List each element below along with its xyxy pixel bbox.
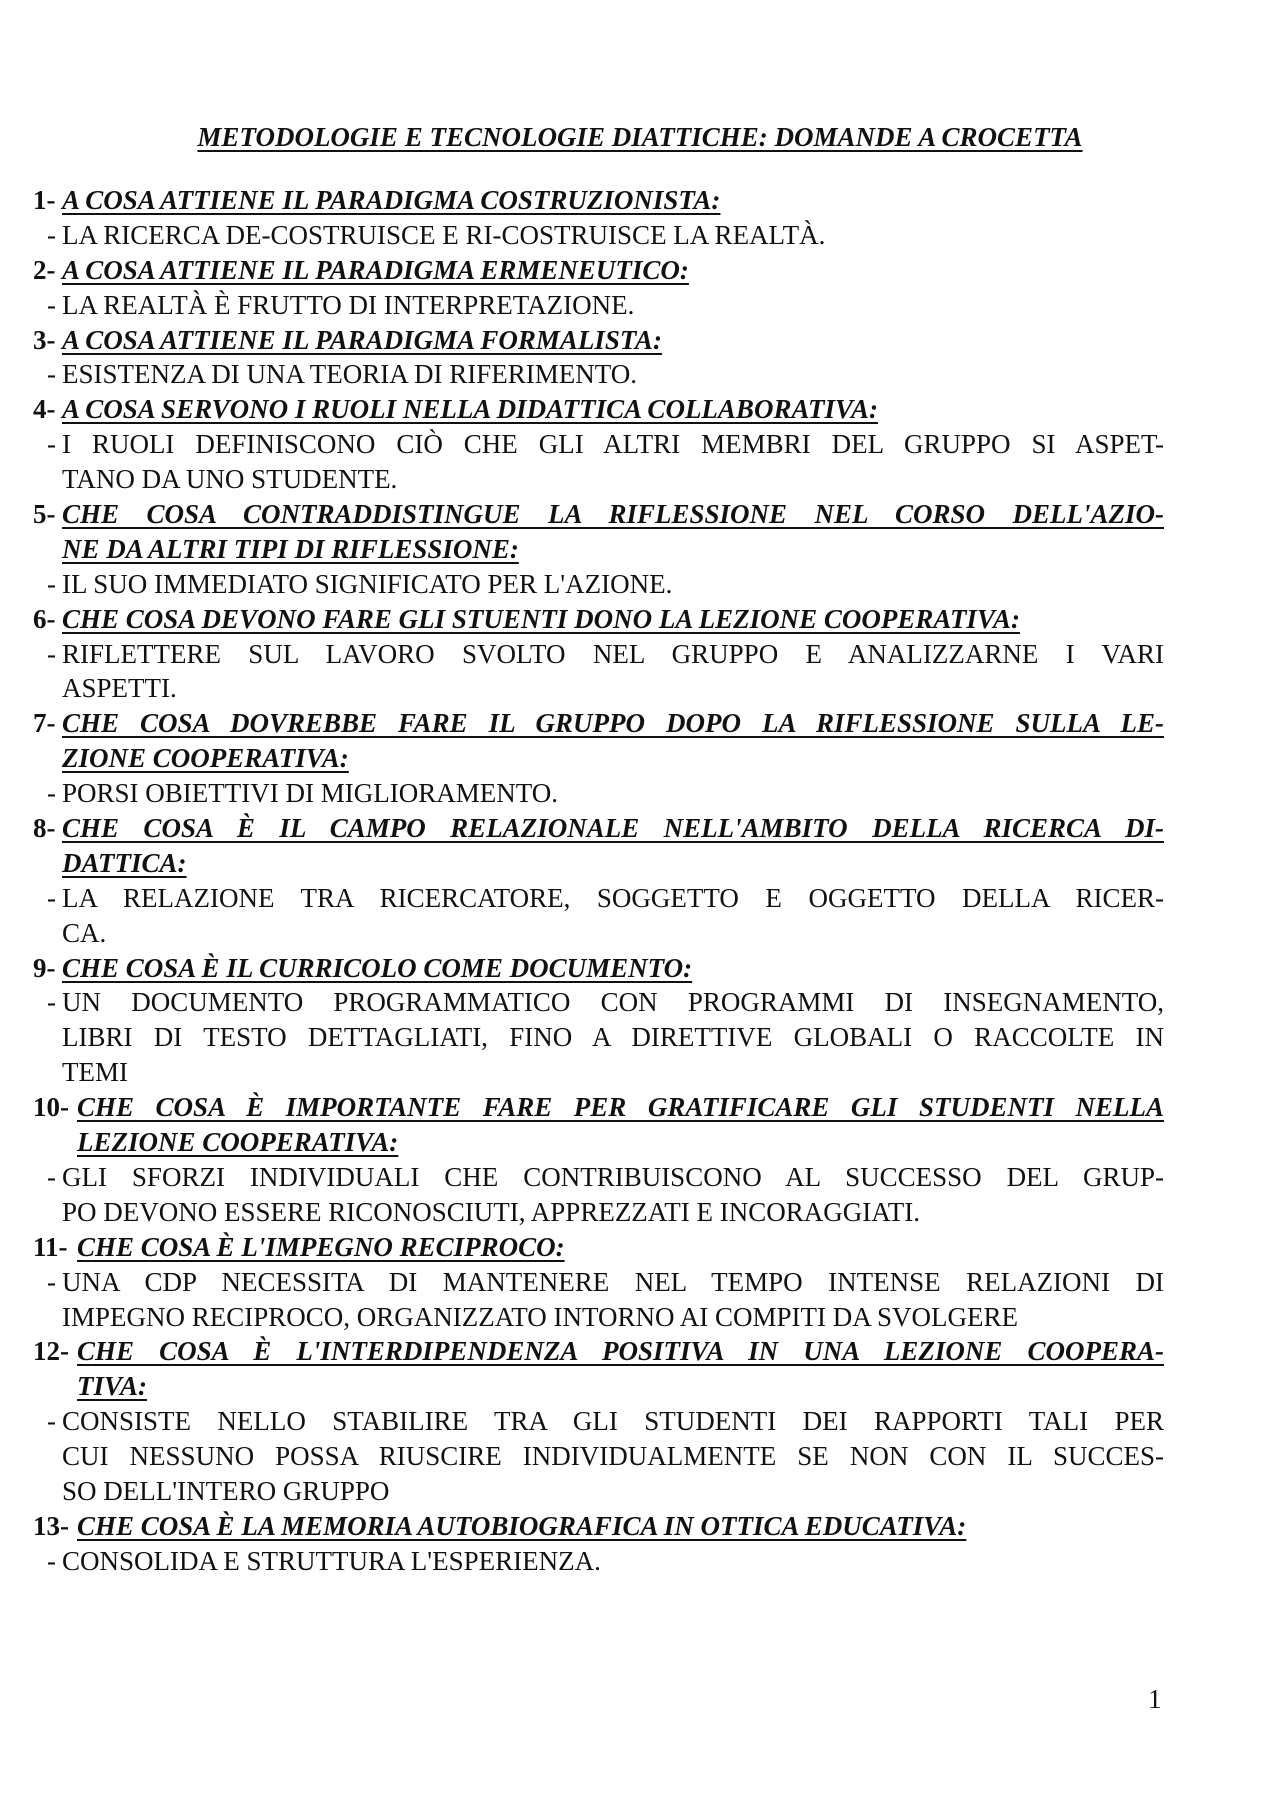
answer-text: LA RICERCA DE-COSTRUISCE E RI-COSTRUISCE LA REALTÀ. <box>62 219 826 250</box>
answer-text: CONSOLIDA E STRUTTURA L'ESPERIENZA. <box>62 1545 601 1576</box>
answer-line <box>0 1474 1280 1509</box>
answer-text: CUI NESSUNO POSSA RIUSCIRE INDIVIDUALMENTE SE NON CON IL SUCCES- <box>62 1441 1164 1472</box>
question-line <box>0 392 1280 427</box>
question-text: LEZIONE COOPERATIVA: <box>77 1127 399 1158</box>
question-item <box>0 497 1280 602</box>
question-line <box>0 532 1280 567</box>
page-number: 1 <box>1148 1684 1162 1714</box>
question-number: 9- <box>33 952 56 983</box>
document-title-text: METODOLOGIE E TECNOLOGIE DIATTICHE: DOMANDE A CROCETTA <box>197 122 1083 152</box>
question-number: 12- <box>33 1336 69 1367</box>
answer-line <box>0 1544 1280 1579</box>
question-line <box>0 323 1280 358</box>
question-text: CHE COSA DEVONO FARE GLI STUENTI DONO LA LEZIONE COOPERATIVA: <box>62 603 1020 634</box>
answer-text: IL SUO IMMEDIATO SIGNIFICATO PER L'AZIONE. <box>62 568 673 599</box>
answer-bullet: - <box>47 638 56 669</box>
question-text: CHE COSA È IMPORTANTE FARE PER GRATIFICARE GLI STUDENTI NELLA <box>77 1092 1164 1123</box>
question-text-wrap <box>62 951 692 986</box>
question-text: CHE COSA È IL CURRICOLO COME DOCUMENTO: <box>62 952 693 983</box>
question-number: 8- <box>33 813 56 844</box>
question-line <box>0 1509 1280 1544</box>
question-text-wrap <box>62 532 519 567</box>
answer-bullet: - <box>47 429 56 460</box>
question-item <box>0 1230 1280 1335</box>
question-text-wrap <box>77 1125 398 1160</box>
question-text-wrap <box>62 392 878 427</box>
question-line <box>0 602 1280 637</box>
answer-line <box>0 1439 1280 1474</box>
question-line <box>0 846 1280 881</box>
question-text-wrap <box>62 706 1164 741</box>
question-text-wrap <box>62 846 187 881</box>
question-item <box>0 1090 1280 1230</box>
answer-line <box>0 881 1280 916</box>
answer-text: TANO DA UNO STUDENTE. <box>62 464 398 495</box>
answer-line <box>0 1265 1280 1300</box>
question-number: 3- <box>33 324 56 355</box>
answer-line <box>0 462 1280 497</box>
question-line <box>0 253 1280 288</box>
answer-line <box>0 1300 1280 1335</box>
answer-bullet: - <box>47 987 56 1018</box>
question-text: CHE COSA È L'IMPEGNO RECIPROCO: <box>77 1231 565 1262</box>
question-item <box>0 253 1280 323</box>
answer-text: UNA CDP NECESSITA DI MANTENERE NEL TEMPO INTENSE RELAZIONI DI <box>62 1266 1164 1297</box>
answer-text: LIBRI DI TESTO DETTAGLIATI, FINO A DIRETTIVE GLOBALI O RACCOLTE IN <box>62 1022 1164 1053</box>
answer-bullet: - <box>47 359 56 390</box>
question-text-wrap <box>77 1334 1164 1369</box>
answer-text: RIFLETTERE SUL LAVORO SVOLTO NEL GRUPPO E ANALIZZARNE I VARI <box>62 638 1164 669</box>
answer-text: PO DEVONO ESSERE RICONOSCIUTI, APPREZZATI E INCORAGGIATI. <box>62 1196 921 1227</box>
question-line <box>0 741 1280 776</box>
answer-line <box>0 1195 1280 1230</box>
question-line <box>0 951 1280 986</box>
question-number: 2- <box>33 254 56 285</box>
answer-line <box>0 218 1280 253</box>
question-text-wrap <box>62 253 689 288</box>
question-text: DATTICA: <box>62 847 187 878</box>
answer-line <box>0 637 1280 672</box>
answer-bullet: - <box>47 1406 56 1437</box>
question-item <box>0 392 1280 497</box>
answer-line <box>0 1055 1280 1090</box>
question-item <box>0 602 1280 707</box>
question-line <box>0 811 1280 846</box>
question-line <box>0 1090 1280 1125</box>
question-text: CHE COSA È L'INTERDIPENDENZA POSITIVA IN UNA LEZIONE COOPERA- <box>77 1336 1164 1367</box>
question-line <box>0 1230 1280 1265</box>
question-text-wrap <box>62 811 1164 846</box>
question-text: A COSA SERVONO I RUOLI NELLA DIDATTICA COLLABORATIVA: <box>62 394 878 425</box>
question-text-wrap <box>77 1090 1164 1125</box>
question-number: 5- <box>33 499 56 530</box>
question-line <box>0 183 1280 218</box>
question-list <box>0 183 1280 1579</box>
question-line <box>0 1125 1280 1160</box>
question-text: NE DA ALTRI TIPI DI RIFLESSIONE: <box>62 533 519 564</box>
answer-line <box>0 985 1280 1020</box>
question-item <box>0 1334 1280 1508</box>
answer-text: SO DELL'INTERO GRUPPO <box>62 1475 390 1506</box>
answer-bullet: - <box>47 1545 56 1576</box>
question-text: A COSA ATTIENE IL PARADIGMA ERMENEUTICO: <box>62 254 689 285</box>
question-line <box>0 1334 1280 1369</box>
answer-line <box>0 288 1280 323</box>
answer-line <box>0 916 1280 951</box>
question-text: TIVA: <box>77 1371 148 1402</box>
question-text: A COSA ATTIENE IL PARADIGMA COSTRUZIONISTA: <box>62 185 721 215</box>
question-text: CHE COSA CONTRADDISTINGUE LA RIFLESSIONE NEL CORSO DELL'AZIO- <box>62 499 1164 530</box>
answer-text: LA REALTÀ È FRUTTO DI INTERPRETAZIONE. <box>62 289 635 320</box>
answer-text: I RUOLI DEFINISCONO CIÒ CHE GLI ALTRI MEMBRI DEL GRUPPO SI ASPET- <box>62 429 1164 460</box>
question-item <box>0 951 1280 1091</box>
answer-text: PORSI OBIETTIVI DI MIGLIORAMENTO. <box>62 778 558 809</box>
answer-bullet: - <box>47 778 56 809</box>
question-line <box>0 1369 1280 1404</box>
answer-text: LA RELAZIONE TRA RICERCATORE, SOGGETTO E OGGETTO DELLA RICER- <box>62 882 1164 913</box>
question-number: 4- <box>33 394 56 425</box>
answer-text: CONSISTE NELLO STABILIRE TRA GLI STUDENTI DEI RAPPORTI TALI PER <box>62 1406 1164 1437</box>
question-number: 6- <box>33 603 56 634</box>
answer-line <box>0 427 1280 462</box>
question-text-wrap <box>62 183 720 218</box>
question-number: 11- <box>33 1231 68 1262</box>
answer-line <box>0 671 1280 706</box>
question-text-wrap <box>62 602 1020 637</box>
question-text-wrap <box>77 1230 565 1265</box>
question-text-wrap <box>62 323 662 358</box>
answer-line <box>0 357 1280 392</box>
answer-line <box>0 1160 1280 1195</box>
answer-line <box>0 1020 1280 1055</box>
answer-line <box>0 567 1280 602</box>
question-item <box>0 811 1280 951</box>
answer-bullet: - <box>47 568 56 599</box>
question-item <box>0 323 1280 393</box>
question-text-wrap <box>77 1369 147 1404</box>
question-line <box>0 497 1280 532</box>
question-item <box>0 706 1280 811</box>
question-item <box>0 183 1280 253</box>
question-number: 13- <box>33 1510 69 1541</box>
question-text: CHE COSA È IL CAMPO RELAZIONALE NELL'AMBITO DELLA RICERCA DI- <box>62 813 1164 844</box>
answer-text: ASPETTI. <box>62 673 177 704</box>
answer-bullet: - <box>47 1266 56 1297</box>
question-number: 10- <box>33 1092 69 1123</box>
answer-text: TEMI <box>62 1057 128 1088</box>
answer-line <box>0 776 1280 811</box>
question-item <box>0 1509 1280 1579</box>
question-text: CHE COSA DOVREBBE FARE IL GRUPPO DOPO LA RIFLESSIONE SULLA LE- <box>62 708 1164 739</box>
question-text: A COSA ATTIENE IL PARADIGMA FORMALISTA: <box>62 324 662 355</box>
answer-bullet: - <box>47 1161 56 1192</box>
answer-bullet: - <box>47 219 56 250</box>
answer-text: GLI SFORZI INDIVIDUALI CHE CONTRIBUISCONO AL SUCCESSO DEL GRUP- <box>62 1161 1164 1192</box>
question-text: CHE COSA È LA MEMORIA AUTOBIOGRAFICA IN OTTICA EDUCATIVA: <box>77 1510 967 1541</box>
answer-bullet: - <box>47 882 56 913</box>
question-text: ZIONE COOPERATIVA: <box>62 743 349 774</box>
answer-bullet: - <box>47 289 56 320</box>
answer-text: CA. <box>62 917 107 948</box>
answer-text: UN DOCUMENTO PROGRAMMATICO CON PROGRAMMI DI INSEGNAMENTO, <box>62 987 1164 1018</box>
document-title <box>0 122 1280 153</box>
question-line <box>0 706 1280 741</box>
question-text-wrap <box>77 1509 966 1544</box>
question-text-wrap <box>62 497 1164 532</box>
question-text-wrap <box>62 741 349 776</box>
answer-line <box>0 1404 1280 1439</box>
question-number: 7- <box>33 708 56 739</box>
question-number: 1- <box>33 185 56 215</box>
answer-text: ESISTENZA DI UNA TEORIA DI RIFERIMENTO. <box>62 359 638 390</box>
answer-text: IMPEGNO RECIPROCO, ORGANIZZATO INTORNO AI COMPITI DA SVOLGERE <box>62 1301 1019 1332</box>
